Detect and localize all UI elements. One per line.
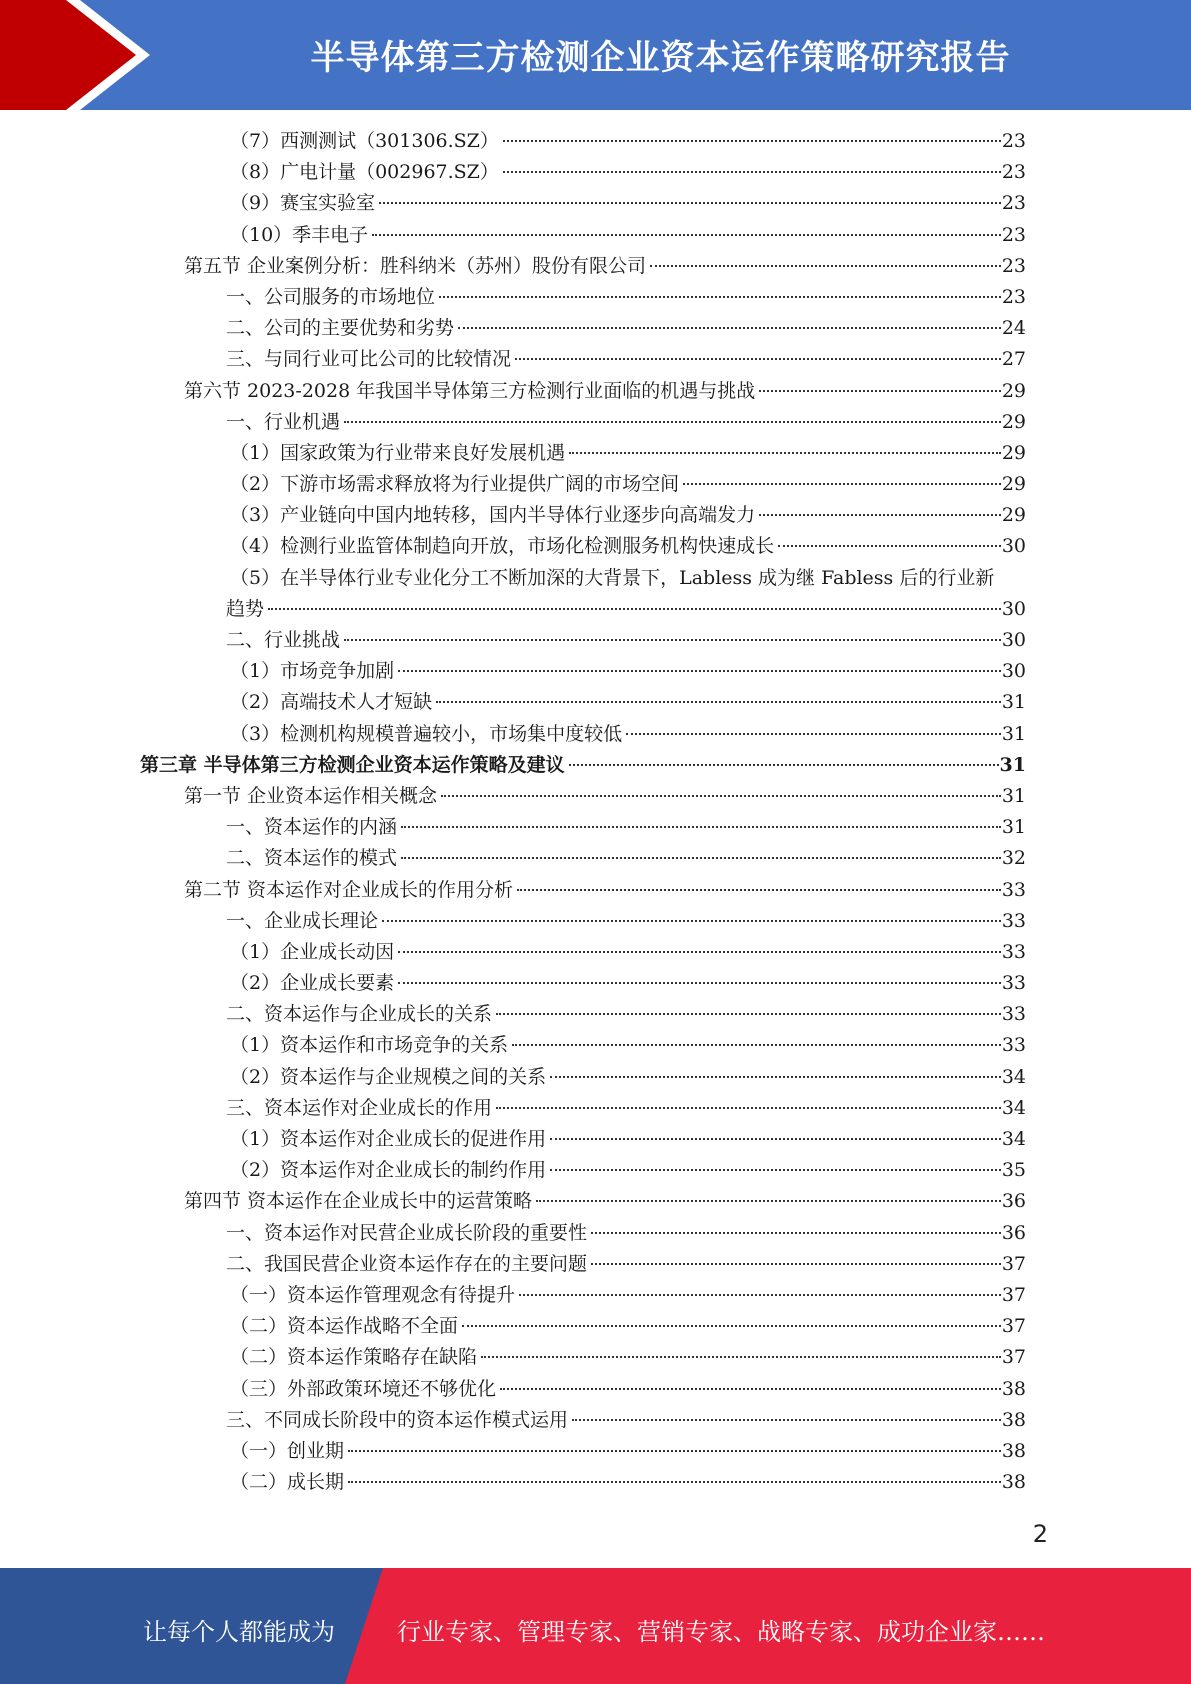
toc-entry-page: 29 [1001,504,1026,527]
toc-entry-label: 第二节 资本运作对企业成长的作用分析 [184,878,514,901]
toc-entry[interactable] [140,719,1026,750]
toc-dot-leader [344,638,1001,641]
toc-entry[interactable] [140,251,1026,282]
toc-entry[interactable] [140,843,1026,874]
toc-entry-page: 23 [1001,130,1026,152]
toc-dot-leader [379,201,1001,204]
toc-entry-label: （4）检测行业监管体制趋向开放，市场化检测服务机构快速成长 [230,535,775,558]
toc-entry[interactable] [140,1186,1026,1217]
toc-entry-label: 一、公司服务的市场地位 [226,285,436,308]
toc-entry-label: 第五节 企业案例分析：胜科纳米（苏州）股份有限公司 [184,254,647,277]
toc-entry-label: 三、资本运作对企业成长的作用 [226,1096,493,1119]
toc-entry[interactable] [140,376,1026,407]
toc-dot-leader [496,1012,1001,1015]
toc-entry[interactable] [140,1405,1026,1436]
toc-dot-leader [268,607,1001,610]
toc-entry-label: 第三章 半导体第三方检测企业资本运作策略及建议 [140,753,565,776]
toc-entry[interactable] [140,968,1026,999]
toc-entry-label: （5）在半导体行业专业化分工不断加深的大背景下，Labless 成为继 Fabless 后的行业新 [230,566,995,589]
toc-entry-page: 33 [1001,972,1026,995]
toc-entry-label: 第六节 2023-2028 年我国半导体第三方检测行业面临的机遇与挑战 [184,379,756,402]
toc-dot-leader [550,1168,1001,1171]
toc-entry[interactable] [140,220,1026,251]
toc-entry-page: 29 [1001,441,1026,464]
toc-dot-leader [344,420,1001,423]
page-number: 2 [1032,1520,1048,1548]
toc-dot-leader [503,139,1001,142]
toc-entry[interactable] [140,875,1026,906]
toc-dot-leader [436,700,1001,703]
toc-entry-label: （10）季丰电子 [230,223,369,246]
toc-entry-page: 24 [1001,317,1026,340]
toc-entry-label: （1）资本运作和市场竞争的关系 [230,1034,509,1057]
toc-dot-leader [591,1262,1001,1265]
toc-entry[interactable] [140,1436,1026,1467]
toc-entry[interactable] [140,937,1026,968]
report-title: 半导体第三方检测企业资本运作策略研究报告 [310,38,1011,78]
toc-entry-page: 27 [1001,348,1026,371]
toc-entry-label: （一）资本运作管理观念有待提升 [230,1283,516,1306]
toc-dot-leader [519,1293,1001,1296]
toc-dot-leader [398,950,1001,953]
toc-entry-label: （2）资本运作对企业成长的制约作用 [230,1159,547,1182]
toc-entry-label: （9）赛宝实验室 [230,192,376,215]
toc-entry-page: 30 [1001,660,1026,683]
toc-dot-leader [550,1137,1001,1140]
toc-entry-label: （二）资本运作策略存在缺陷 [230,1346,478,1369]
header-red-chevron [0,0,150,110]
toc-entry[interactable] [140,1342,1026,1373]
toc-entry[interactable] [140,594,1026,625]
toc-entry[interactable] [140,999,1026,1030]
toc-dot-leader [401,856,1001,859]
toc-entry-label: 三、不同成长阶段中的资本运作模式运用 [226,1408,569,1431]
toc-entry[interactable] [140,812,1026,843]
toc-entry-label: （3）产业链向中国内地转移，国内半导体行业逐步向高端发力 [230,504,756,527]
toc-dot-leader [398,669,1001,672]
toc-entry-page: 30 [1001,629,1026,651]
footer-slogan-left: 让每个人都能成为 [143,1618,335,1646]
toc-entry-page: 38 [1001,1408,1026,1431]
toc-dot-leader [569,451,1001,454]
toc-entry-label: 一、企业成长理论 [226,909,379,932]
toc-dot-leader [683,482,1001,485]
toc-entry-label: （8）广电计量（002967.SZ） [230,161,499,184]
toc-entry-page: 37 [1001,1346,1026,1369]
toc-dot-leader [536,1199,1001,1202]
toc-entry[interactable] [140,500,1026,531]
toc-entry[interactable] [140,1030,1026,1061]
toc-entry[interactable] [140,407,1026,438]
toc-entry-page: 38 [1001,1439,1026,1462]
toc-entry-label: 三、与同行业可比公司的比较情况 [226,348,512,371]
toc-entry-page: 23 [1001,285,1026,308]
toc-entry-label: （一）创业期 [230,1439,345,1462]
footer-slogan-right: 行业专家、管理专家、营销专家、战略专家、成功企业家…… [397,1618,1045,1646]
toc-entry-label: 一、资本运作对民营企业成长阶段的重要性 [226,1221,588,1244]
toc-entry-page: 37 [1001,1315,1026,1338]
toc-entry[interactable] [140,906,1026,937]
toc-entry-page: 38 [1001,1377,1026,1400]
toc-dot-leader [503,170,1001,173]
toc-entry[interactable] [140,126,1026,157]
toc-dot-leader [481,1355,1001,1358]
toc-entry-label: 二、我国民营企业资本运作存在的主要问题 [226,1252,588,1275]
toc-entry-label: 二、公司的主要优势和劣势 [226,317,455,340]
toc-entry[interactable] [140,438,1026,469]
toc-entry[interactable] [140,750,1026,781]
toc-entry[interactable] [140,1093,1026,1124]
toc-dot-leader [500,1387,1001,1390]
toc-dot-leader [348,1449,1001,1452]
toc-entry-label: （二）资本运作战略不全面 [230,1315,459,1338]
toc-entry-label: （1）企业成长动因 [230,940,395,963]
toc-entry-page: 33 [1001,1034,1026,1057]
toc-entry[interactable] [140,157,1026,188]
toc-entry-page: 38 [1001,1471,1026,1494]
toc-entry[interactable] [140,625,1026,656]
toc-dot-leader [759,513,1001,516]
toc-entry-label: （二）成长期 [230,1471,345,1494]
toc-entry-label: 一、行业机遇 [226,410,341,433]
toc-entry[interactable] [140,531,1026,562]
toc-entry-label: 二、行业挑战 [226,629,341,651]
toc-entry-page: 34 [1001,1128,1026,1150]
toc-entry[interactable] [140,344,1026,375]
toc-dot-leader [517,888,1001,891]
toc-entry-label: （2）下游市场需求释放将为行业提供广阔的市场空间 [230,473,680,496]
toc-dot-leader [759,389,1001,392]
toc-entry-label: 二、资本运作的模式 [226,847,398,870]
toc-entry-label: （1）资本运作对企业成长的促进作用 [230,1128,547,1150]
toc-entry-page: 36 [1001,1190,1026,1213]
toc-dot-leader [382,919,1001,922]
table-of-contents [140,126,1026,1498]
toc-dot-leader [372,233,1001,236]
toc-entry[interactable] [140,1062,1026,1093]
toc-entry[interactable] [140,282,1026,313]
toc-entry-label: （7）西测测试（301306.SZ） [230,130,499,152]
toc-entry-page: 32 [1001,847,1026,870]
toc-entry-page: 37 [1001,1283,1026,1306]
toc-entry-page: 31 [1001,816,1026,839]
toc-entry-label: （三）外部政策环境还不够优化 [230,1377,497,1400]
toc-entry[interactable] [140,656,1026,687]
toc-dot-leader [496,1106,1001,1109]
toc-dot-leader [650,264,1001,267]
toc-entry-page: 23 [1001,223,1026,246]
toc-dot-leader [569,763,999,766]
toc-entry-page: 29 [1001,379,1026,402]
toc-entry-page: 34 [1001,1065,1026,1088]
toc-entry-page: 29 [1001,410,1026,433]
toc-dot-leader [401,825,1001,828]
toc-entry-page: 36 [1001,1221,1026,1244]
toc-entry-page: 23 [1001,161,1026,184]
toc-entry[interactable] [140,781,1026,812]
toc-entry-page: 30 [1001,535,1026,558]
toc-entry[interactable] [140,1124,1026,1155]
toc-dot-leader [572,1418,1001,1421]
toc-entry-label: （2）高端技术人才短缺 [230,691,433,714]
toc-entry-page: 29 [1001,473,1026,496]
toc-entry-label: 第一节 企业资本运作相关概念 [184,784,438,807]
toc-dot-leader [441,794,1001,797]
toc-entry[interactable] [140,687,1026,718]
toc-entry-label: （1）国家政策为行业带来良好发展机遇 [230,441,566,464]
toc-entry-page: 31 [1001,784,1026,807]
toc-entry-label: （2）资本运作与企业规模之间的关系 [230,1065,547,1088]
toc-entry-label: （1）市场竞争加剧 [230,660,395,683]
toc-dot-leader [515,357,1001,360]
toc-entry-label: 趋势 [226,597,265,620]
toc-entry-label: 一、资本运作的内涵 [226,816,398,839]
toc-entry-page: 23 [1001,192,1026,215]
toc-entry[interactable] [140,563,1026,594]
toc-entry[interactable] [140,1218,1026,1249]
toc-dot-leader [462,1324,1001,1327]
toc-entry[interactable] [140,188,1026,219]
toc-entry-page: 33 [1001,909,1026,932]
toc-entry-page: 23 [1001,254,1026,277]
toc-dot-leader [778,544,1001,547]
toc-entry-page: 31 [1001,722,1026,745]
toc-entry-label: 二、资本运作与企业成长的关系 [226,1003,493,1026]
header-banner [0,0,1191,110]
toc-dot-leader [591,1231,1001,1234]
toc-entry-page: 34 [1001,1096,1026,1119]
toc-dot-leader [512,1043,1001,1046]
toc-entry[interactable] [140,1280,1026,1311]
toc-dot-leader [348,1480,1001,1483]
toc-entry-label: （2）企业成长要素 [230,972,395,995]
toc-entry-page: 31 [1001,691,1026,714]
toc-entry-page: 31 [999,753,1026,776]
toc-entry-page: 33 [1001,1003,1026,1026]
toc-dot-leader [626,732,1001,735]
toc-entry[interactable] [140,1249,1026,1280]
toc-entry[interactable] [140,469,1026,500]
toc-entry[interactable] [140,1374,1026,1405]
toc-dot-leader [398,981,1001,984]
toc-dot-leader [550,1075,1001,1078]
toc-entry-label: （3）检测机构规模普遍较小，市场集中度较低 [230,722,623,745]
toc-dot-leader [458,326,1001,329]
toc-entry-page: 33 [1001,878,1026,901]
toc-dot-leader [439,295,1001,298]
toc-entry-page: 33 [1001,940,1026,963]
toc-entry[interactable] [140,313,1026,344]
toc-entry-page: 30 [1001,597,1026,620]
toc-entry[interactable] [140,1311,1026,1342]
toc-entry-page: 35 [1001,1159,1026,1182]
toc-entry-label: 第四节 资本运作在企业成长中的运营策略 [184,1190,533,1213]
toc-entry-page: 37 [1001,1252,1026,1275]
toc-entry[interactable] [140,1155,1026,1186]
toc-entry[interactable] [140,1467,1026,1498]
